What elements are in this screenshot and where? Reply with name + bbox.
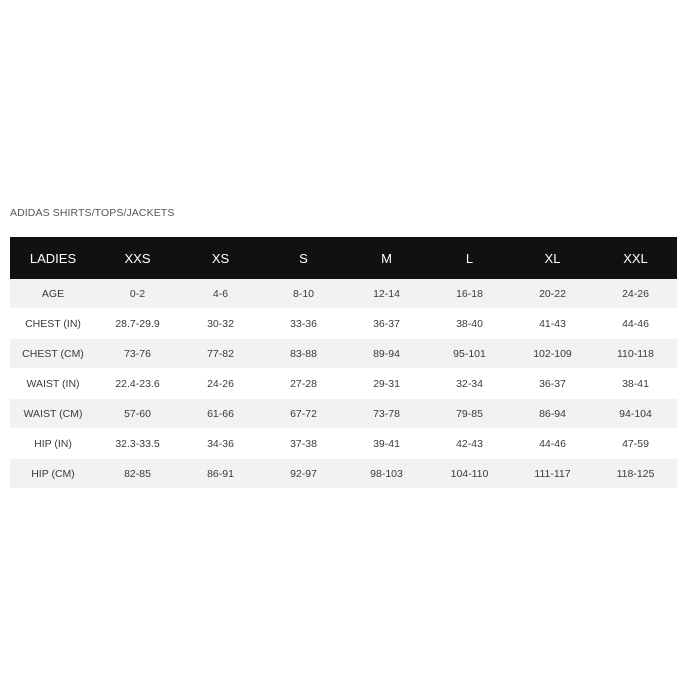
table-cell: 38-41 [594,369,677,399]
table-cell: 73-76 [96,339,179,369]
table-cell: 42-43 [428,429,511,459]
table-header-row [10,237,677,279]
row-label: AGE [10,279,96,309]
table-cell: 73-78 [345,399,428,429]
row-label: HIP (IN) [10,429,96,459]
table-cell: 29-31 [345,369,428,399]
header-cell-s: S [262,237,345,279]
table-cell: 44-46 [511,429,594,459]
table-cell: 32.3-33.5 [96,429,179,459]
table-cell: 12-14 [345,279,428,309]
table-row-hip-in [10,429,677,459]
table-cell: 41-43 [511,309,594,339]
table-cell: 24-26 [179,369,262,399]
header-cell-xs: XS [179,237,262,279]
table-cell: 98-103 [345,459,428,489]
table-row-age [10,279,677,309]
table-row-waist-cm [10,399,677,429]
table-cell: 39-41 [345,429,428,459]
table-cell: 95-101 [428,339,511,369]
table-cell: 34-36 [179,429,262,459]
table-cell: 32-34 [428,369,511,399]
table-cell: 83-88 [262,339,345,369]
table-row-chest-in [10,309,677,339]
table-cell: 36-37 [345,309,428,339]
table-cell: 92-97 [262,459,345,489]
table-cell: 36-37 [511,369,594,399]
header-cell-ladies: LADIES [10,237,96,279]
table-cell: 57-60 [96,399,179,429]
table-cell: 89-94 [345,339,428,369]
row-label: CHEST (CM) [10,339,96,369]
table-row-waist-in [10,369,677,399]
table-cell: 33-36 [262,309,345,339]
header-cell-xl: XL [511,237,594,279]
table-cell: 30-32 [179,309,262,339]
chart-title: ADIDAS SHIRTS/TOPS/JACKETS [10,207,175,219]
header-cell-xxs: XXS [96,237,179,279]
table-row-chest-cm [10,339,677,369]
row-label: CHEST (IN) [10,309,96,339]
table-cell: 28.7-29.9 [96,309,179,339]
table-cell: 27-28 [262,369,345,399]
table-cell: 16-18 [428,279,511,309]
table-cell: 4-6 [179,279,262,309]
table-cell: 86-94 [511,399,594,429]
row-label: WAIST (CM) [10,399,96,429]
table-cell: 67-72 [262,399,345,429]
size-chart-table [10,237,677,489]
table-cell: 24-26 [594,279,677,309]
table-cell: 118-125 [594,459,677,489]
table-cell: 61-66 [179,399,262,429]
header-cell-xxl: XXL [594,237,677,279]
table-cell: 86-91 [179,459,262,489]
row-label: HIP (CM) [10,459,96,489]
header-cell-m: M [345,237,428,279]
table-cell: 77-82 [179,339,262,369]
table-cell: 38-40 [428,309,511,339]
table-cell: 47-59 [594,429,677,459]
table-cell: 82-85 [96,459,179,489]
table-cell: 22.4-23.6 [96,369,179,399]
table-cell: 79-85 [428,399,511,429]
row-label: WAIST (IN) [10,369,96,399]
table-cell: 104-110 [428,459,511,489]
table-cell: 0-2 [96,279,179,309]
table-cell: 102-109 [511,339,594,369]
table-cell: 44-46 [594,309,677,339]
table-cell: 94-104 [594,399,677,429]
table-row-hip-cm [10,459,677,489]
table-cell: 20-22 [511,279,594,309]
header-cell-l: L [428,237,511,279]
table-cell: 111-117 [511,459,594,489]
table-cell: 37-38 [262,429,345,459]
table-cell: 8-10 [262,279,345,309]
table-cell: 110-118 [594,339,677,369]
